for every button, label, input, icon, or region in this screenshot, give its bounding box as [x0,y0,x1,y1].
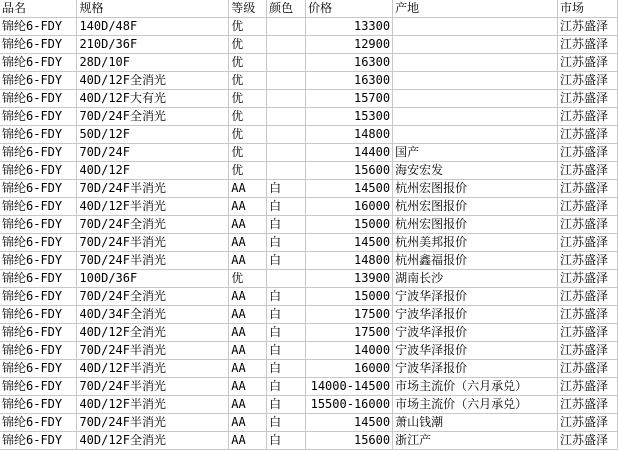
color-cell[interactable]: 白 [267,252,306,270]
grade-cell[interactable]: AA [229,306,267,324]
grade-cell[interactable]: 优 [229,270,267,288]
market-cell[interactable]: 江苏盛泽 [557,342,617,360]
table-row [0,378,618,396]
name-cell[interactable]: 锦纶6-FDY [0,414,77,432]
table-row [0,144,618,162]
column-header[interactable]: 颜色 [267,0,306,18]
spec-cell[interactable]: 70D/24F全消光 [77,108,229,126]
price-cell[interactable]: 16000 [306,360,393,378]
price-cell[interactable]: 17500 [306,324,393,342]
market-cell[interactable]: 江苏盛泽 [557,36,617,54]
market-cell[interactable]: 江苏盛泽 [557,126,617,144]
grade-cell[interactable]: 优 [229,90,267,108]
price-cell[interactable]: 15700 [306,90,393,108]
price-cell[interactable]: 14500 [306,180,393,198]
grade-cell[interactable]: AA [229,288,267,306]
color-cell[interactable] [267,36,306,54]
grade-cell[interactable]: 优 [229,126,267,144]
origin-cell[interactable] [393,54,558,72]
spec-cell[interactable]: 28D/10F [77,54,229,72]
spec-cell[interactable]: 40D/34F全消光 [77,306,229,324]
origin-cell[interactable] [393,18,558,36]
color-cell[interactable] [267,270,306,288]
grade-cell[interactable]: AA [229,342,267,360]
origin-cell[interactable] [393,36,558,54]
name-cell[interactable]: 锦纶6-FDY [0,378,77,396]
market-cell[interactable]: 江苏盛泽 [557,324,617,342]
color-cell[interactable] [267,90,306,108]
color-cell[interactable]: 白 [267,432,306,450]
price-cell[interactable]: 17500 [306,306,393,324]
name-cell[interactable]: 锦纶6-FDY [0,216,77,234]
spec-cell[interactable]: 40D/12F全消光 [77,72,229,90]
price-cell[interactable]: 14000-14500 [306,378,393,396]
table-row [0,108,618,126]
grade-cell[interactable]: 优 [229,72,267,90]
color-cell[interactable] [267,126,306,144]
table-row [0,180,618,198]
column-header[interactable]: 等级 [229,0,267,18]
name-cell[interactable]: 锦纶6-FDY [0,306,77,324]
table-row [0,216,618,234]
price-cell[interactable]: 14500 [306,234,393,252]
grade-cell[interactable]: 优 [229,18,267,36]
price-cell[interactable]: 15000 [306,288,393,306]
table-row [0,90,618,108]
spec-cell[interactable]: 70D/24F半消光 [77,180,229,198]
grade-cell[interactable]: AA [229,360,267,378]
market-cell[interactable]: 江苏盛泽 [557,72,617,90]
name-cell[interactable]: 锦纶6-FDY [0,144,77,162]
spec-cell[interactable]: 100D/36F [77,270,229,288]
table-row [0,360,618,378]
name-cell[interactable]: 锦纶6-FDY [0,432,77,450]
origin-cell[interactable]: 海安宏发 [393,162,558,180]
origin-cell[interactable]: 宁波华泽报价 [393,324,558,342]
color-cell[interactable]: 白 [267,414,306,432]
price-cell[interactable]: 15300 [306,108,393,126]
market-cell[interactable]: 江苏盛泽 [557,234,617,252]
price-cell[interactable]: 16000 [306,198,393,216]
price-cell[interactable]: 12900 [306,36,393,54]
price-cell[interactable]: 15000 [306,216,393,234]
color-cell[interactable] [267,108,306,126]
spec-cell[interactable]: 140D/48F [77,18,229,36]
table-row [0,198,618,216]
color-cell[interactable]: 白 [267,396,306,414]
grade-cell[interactable]: AA [229,432,267,450]
market-cell[interactable]: 江苏盛泽 [557,216,617,234]
table-row [0,252,618,270]
grade-cell[interactable]: 优 [229,108,267,126]
market-cell[interactable]: 江苏盛泽 [557,252,617,270]
spec-cell[interactable]: 40D/12F大有光 [77,90,229,108]
grade-cell[interactable]: 优 [229,144,267,162]
name-cell[interactable]: 锦纶6-FDY [0,18,77,36]
name-cell[interactable]: 锦纶6-FDY [0,162,77,180]
origin-cell[interactable]: 湖南长沙 [393,270,558,288]
origin-cell[interactable]: 宁波华泽报价 [393,360,558,378]
name-cell[interactable]: 锦纶6-FDY [0,54,77,72]
market-cell[interactable]: 江苏盛泽 [557,306,617,324]
price-cell[interactable]: 14400 [306,144,393,162]
origin-cell[interactable]: 国产 [393,144,558,162]
origin-cell[interactable] [393,90,558,108]
market-cell[interactable]: 江苏盛泽 [557,162,617,180]
name-cell[interactable]: 锦纶6-FDY [0,252,77,270]
color-cell[interactable]: 白 [267,216,306,234]
color-cell[interactable] [267,54,306,72]
column-header[interactable]: 市场 [557,0,617,18]
table-row [0,288,618,306]
price-cell[interactable]: 14000 [306,342,393,360]
spec-cell[interactable]: 40D/12F [77,162,229,180]
table-row [0,270,618,288]
market-cell[interactable]: 江苏盛泽 [557,198,617,216]
column-header[interactable]: 品名 [0,0,77,18]
origin-cell[interactable]: 宁波华泽报价 [393,306,558,324]
market-cell[interactable]: 江苏盛泽 [557,414,617,432]
spec-cell[interactable]: 70D/24F全消光 [77,216,229,234]
origin-cell[interactable]: 萧山钱潮 [393,414,558,432]
origin-cell[interactable]: 宁波华泽报价 [393,288,558,306]
spec-cell[interactable]: 70D/24F半消光 [77,342,229,360]
table-row [0,162,618,180]
header-row [0,0,618,18]
price-cell[interactable]: 14800 [306,126,393,144]
market-cell[interactable]: 江苏盛泽 [557,18,617,36]
price-cell[interactable]: 13300 [306,18,393,36]
name-cell[interactable]: 锦纶6-FDY [0,234,77,252]
grade-cell[interactable]: AA [229,378,267,396]
market-cell[interactable]: 江苏盛泽 [557,360,617,378]
grade-cell[interactable]: 优 [229,54,267,72]
origin-cell[interactable]: 杭州宏图报价 [393,216,558,234]
color-cell[interactable]: 白 [267,288,306,306]
spec-cell[interactable]: 70D/24F半消光 [77,234,229,252]
grade-cell[interactable]: AA [229,324,267,342]
table-row [0,342,618,360]
name-cell[interactable]: 锦纶6-FDY [0,360,77,378]
color-cell[interactable] [267,144,306,162]
table-row [0,72,618,90]
spec-cell[interactable]: 40D/12F半消光 [77,198,229,216]
color-cell[interactable]: 白 [267,234,306,252]
color-cell[interactable]: 白 [267,306,306,324]
table-row [0,432,618,450]
name-cell[interactable]: 锦纶6-FDY [0,108,77,126]
spec-cell[interactable]: 70D/24F半消光 [77,414,229,432]
spec-cell[interactable]: 40D/12F全消光 [77,324,229,342]
origin-cell[interactable]: 杭州美邦报价 [393,234,558,252]
spec-cell[interactable]: 70D/24F半消光 [77,252,229,270]
grade-cell[interactable]: AA [229,396,267,414]
origin-cell[interactable]: 杭州鑫福报价 [393,252,558,270]
table-row [0,18,618,36]
name-cell[interactable]: 锦纶6-FDY [0,396,77,414]
table-row [0,36,618,54]
name-cell[interactable]: 锦纶6-FDY [0,198,77,216]
color-cell[interactable]: 白 [267,180,306,198]
table-row [0,324,618,342]
grade-cell[interactable]: 优 [229,162,267,180]
origin-cell[interactable]: 杭州宏图报价 [393,180,558,198]
market-cell[interactable]: 江苏盛泽 [557,432,617,450]
origin-cell[interactable]: 市场主流价（六月承兑） [393,396,558,414]
column-header[interactable]: 规格 [77,0,229,18]
origin-cell[interactable]: 市场主流价（六月承兑） [393,378,558,396]
color-cell[interactable] [267,18,306,36]
price-cell[interactable]: 15600 [306,162,393,180]
name-cell[interactable]: 锦纶6-FDY [0,342,77,360]
grade-cell[interactable]: AA [229,234,267,252]
color-cell[interactable]: 白 [267,198,306,216]
market-cell[interactable]: 江苏盛泽 [557,378,617,396]
market-cell[interactable]: 江苏盛泽 [557,108,617,126]
market-cell[interactable]: 江苏盛泽 [557,396,617,414]
color-cell[interactable]: 白 [267,324,306,342]
price-cell[interactable]: 15600 [306,432,393,450]
market-cell[interactable]: 江苏盛泽 [557,180,617,198]
column-header[interactable]: 价格 [306,0,393,18]
market-cell[interactable]: 江苏盛泽 [557,54,617,72]
price-cell[interactable]: 16300 [306,54,393,72]
grade-cell[interactable]: 优 [229,36,267,54]
color-cell[interactable]: 白 [267,378,306,396]
name-cell[interactable]: 锦纶6-FDY [0,270,77,288]
color-cell[interactable]: 白 [267,360,306,378]
grade-cell[interactable]: AA [229,180,267,198]
price-cell[interactable]: 13900 [306,270,393,288]
spec-cell[interactable]: 210D/36F [77,36,229,54]
origin-cell[interactable] [393,108,558,126]
grade-cell[interactable]: AA [229,414,267,432]
table-row [0,126,618,144]
name-cell[interactable]: 锦纶6-FDY [0,90,77,108]
table-row [0,54,618,72]
market-cell[interactable]: 江苏盛泽 [557,90,617,108]
color-cell[interactable] [267,162,306,180]
column-header[interactable]: 产地 [393,0,558,18]
price-cell[interactable]: 15500-16000 [306,396,393,414]
origin-cell[interactable]: 杭州宏图报价 [393,198,558,216]
spec-cell[interactable]: 70D/24F全消光 [77,288,229,306]
name-cell[interactable]: 锦纶6-FDY [0,126,77,144]
name-cell[interactable]: 锦纶6-FDY [0,180,77,198]
color-cell[interactable] [267,72,306,90]
table-row [0,396,618,414]
name-cell[interactable]: 锦纶6-FDY [0,324,77,342]
table-row [0,306,618,324]
spec-cell[interactable]: 70D/24F [77,144,229,162]
spec-cell[interactable]: 40D/12F半消光 [77,360,229,378]
market-cell[interactable]: 江苏盛泽 [557,288,617,306]
origin-cell[interactable]: 浙江产 [393,432,558,450]
grade-cell[interactable]: AA [229,198,267,216]
grade-cell[interactable]: AA [229,252,267,270]
spec-cell[interactable]: 40D/12F全消光 [77,432,229,450]
market-cell[interactable]: 江苏盛泽 [557,144,617,162]
price-cell[interactable]: 16300 [306,72,393,90]
price-cell[interactable]: 14500 [306,414,393,432]
grade-cell[interactable]: AA [229,216,267,234]
name-cell[interactable]: 锦纶6-FDY [0,288,77,306]
name-cell[interactable]: 锦纶6-FDY [0,36,77,54]
origin-cell[interactable] [393,72,558,90]
table-row [0,414,618,432]
name-cell[interactable]: 锦纶6-FDY [0,72,77,90]
market-cell[interactable]: 江苏盛泽 [557,270,617,288]
color-cell[interactable]: 白 [267,342,306,360]
spec-cell[interactable]: 50D/12F [77,126,229,144]
origin-cell[interactable] [393,126,558,144]
spec-cell[interactable]: 40D/12F半消光 [77,396,229,414]
table-row [0,234,618,252]
spec-cell[interactable]: 70D/24F半消光 [77,378,229,396]
price-cell[interactable]: 14800 [306,252,393,270]
origin-cell[interactable]: 宁波华泽报价 [393,342,558,360]
